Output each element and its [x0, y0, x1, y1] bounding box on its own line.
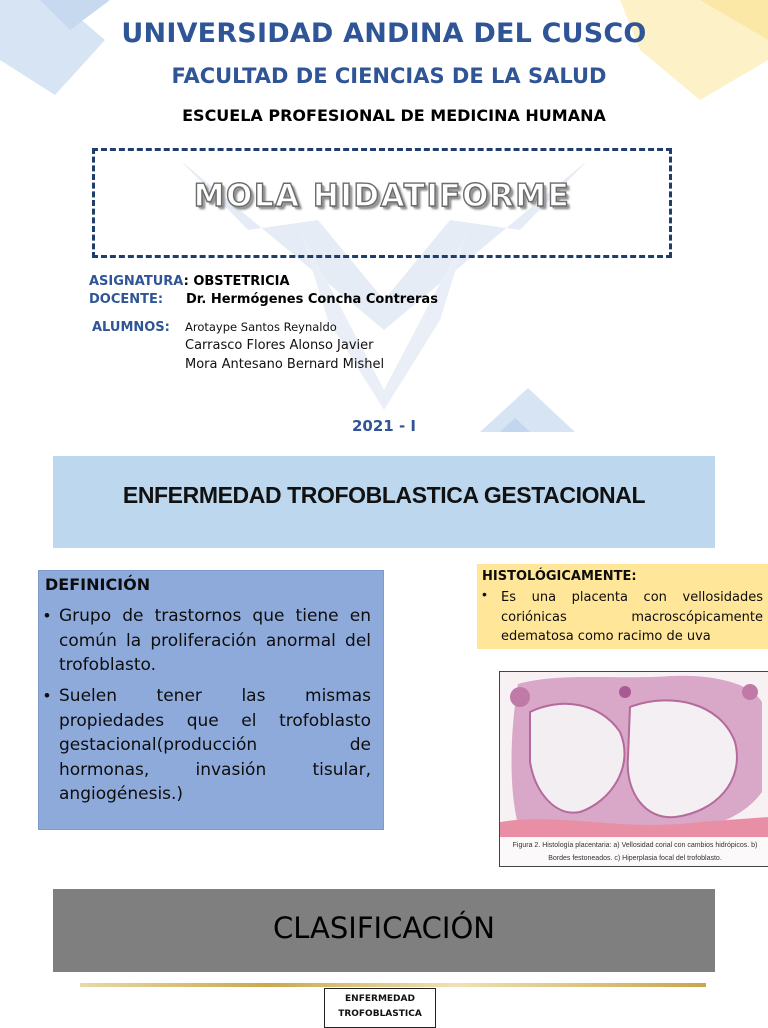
figure-caption: Figura 2. Histología placentaria: a) Vellosidad corial con cambios hidrópicos. b) Bordes festoneados. c) Hiperplasia focal del trofoblasto.: [512, 842, 758, 862]
subject-label: ASIGNATURA: [89, 274, 184, 289]
section-heading: ENFERMEDAD TROFOBLASTICA GESTACIONAL: [122, 482, 646, 508]
definition-heading: DEFINICIÓN: [45, 575, 151, 594]
section-banner: [53, 456, 715, 548]
histology-figure: [499, 671, 768, 867]
definition-bullet: Grupo de trastornos que tiene en común la proliferación anormal del trofoblasto.: [59, 606, 371, 675]
subject-value: : OBSTETRICIA: [183, 274, 290, 289]
students-label: ALUMNOS:: [92, 320, 170, 335]
divider-line: [80, 983, 706, 987]
document-title: MOLA HIDATIFORME: [193, 178, 571, 214]
definition-panel: [38, 570, 384, 830]
histology-heading: HISTOLÓGICAMENTE:: [482, 569, 637, 584]
subject-line: [89, 272, 290, 290]
histology-text: Es una placenta con vellosidades coriónicas macroscópicamente edematosa como racimo de uva: [501, 590, 763, 644]
faculty-name: FACULTAD DE CIENCIAS DE LA SALUD: [171, 64, 607, 88]
classification-banner: [53, 889, 715, 972]
school-name: ESCUELA PROFESIONAL DE MEDICINA HUMANA: [182, 106, 606, 125]
histology-panel: [477, 564, 768, 649]
bullet-icon: •: [482, 586, 487, 602]
university-name: UNIVERSIDAD ANDINA DEL CUSCO: [121, 18, 647, 49]
definition-bullet: Suelen tener las mismas propiedades que el trofoblasto gestacional(producción de hormonas, invasión tisular, angiogénesis.): [59, 686, 371, 804]
diagram-root-box: ENFERMEDAD TROFOBLASTICA: [324, 988, 436, 1028]
bullet-icon: •: [44, 606, 50, 625]
teacher-label: DOCENTE:: [89, 292, 164, 307]
student-name: Carrasco Flores Alonso Javier: [185, 338, 374, 353]
classification-heading: CLASIFICACIÓN: [272, 911, 495, 945]
student-name: Mora Antesano Bernard Mishel: [185, 357, 385, 372]
histology-micrograph: [500, 672, 768, 837]
academic-year: 2021 - I: [352, 417, 416, 435]
teacher-name: Dr. Hermógenes Concha Contreras: [186, 292, 438, 307]
student-name: Arotaype Santos Reynaldo: [185, 320, 337, 334]
bullet-icon: •: [44, 686, 50, 705]
